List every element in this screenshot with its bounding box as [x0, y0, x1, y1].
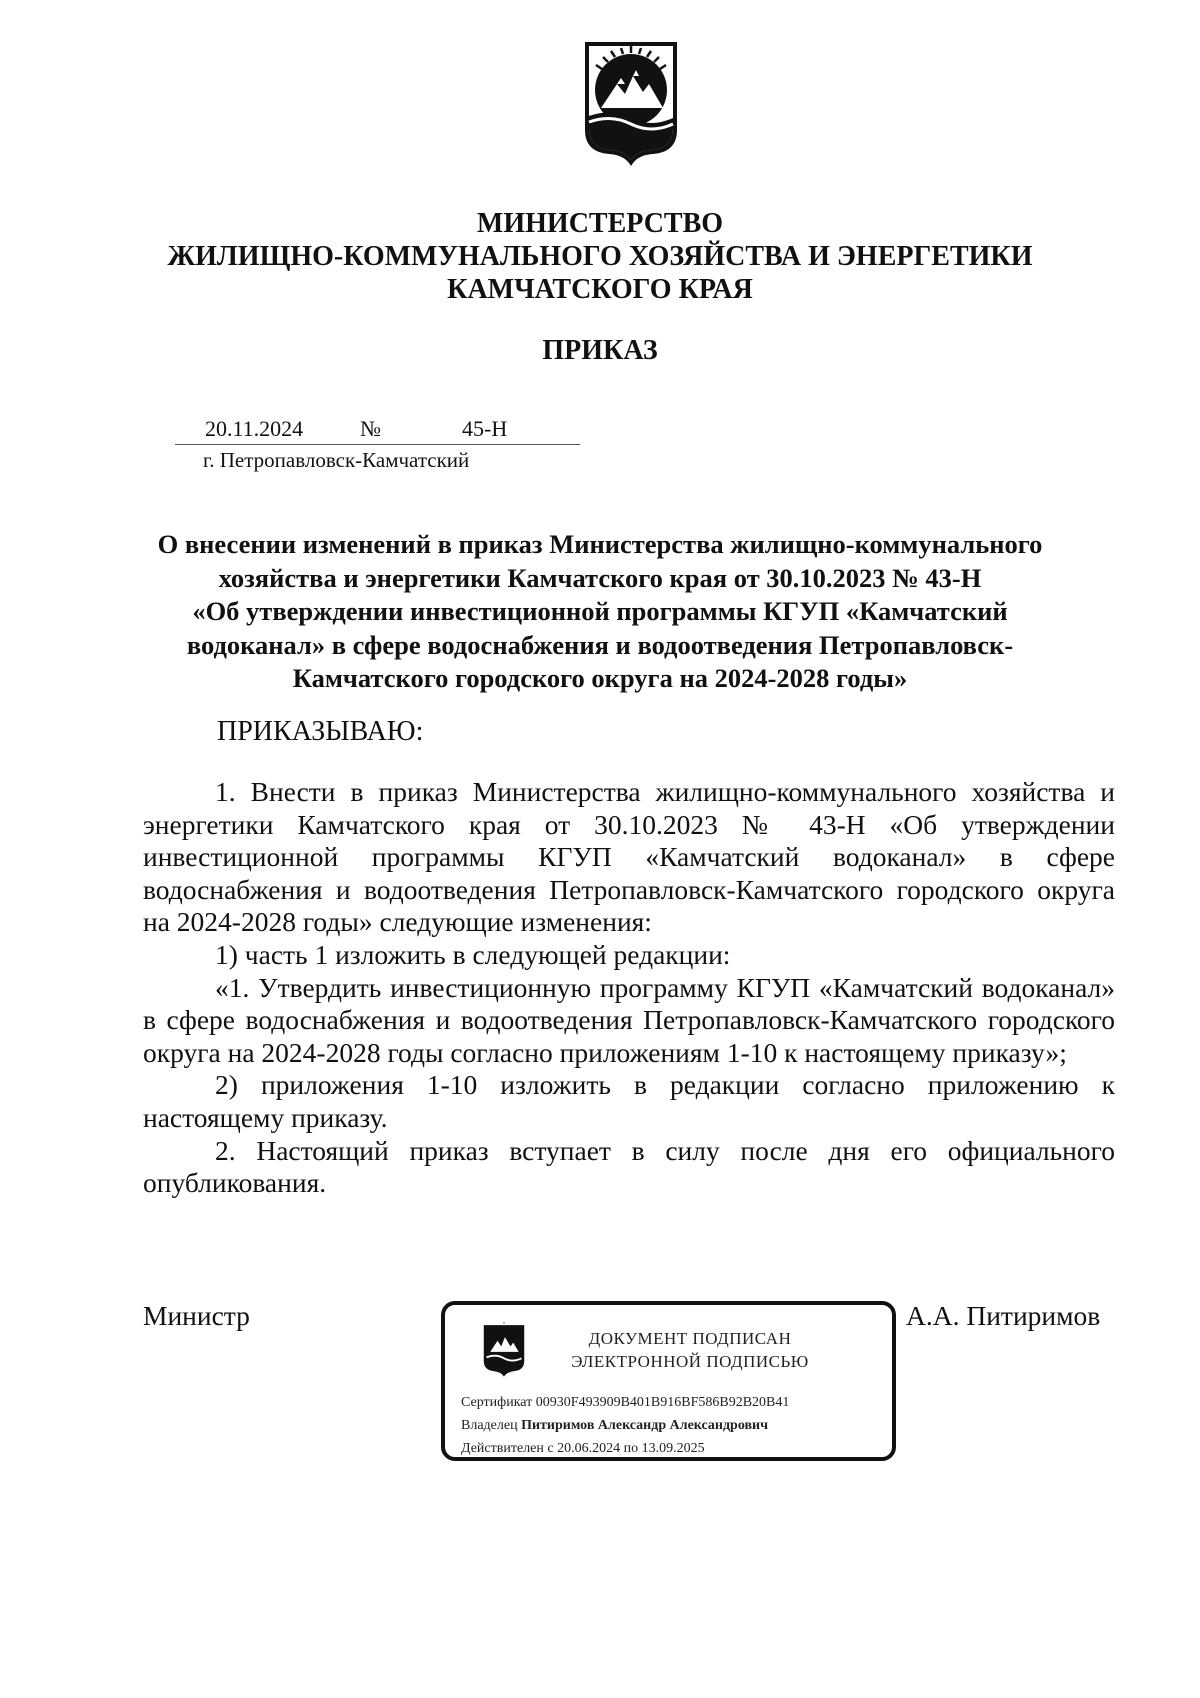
stamp-owner — [461, 1418, 768, 1434]
subject-line-2: хозяйства и энергетики Камчатского края от 30.10.2023 № 43-Н — [218, 562, 982, 593]
coat-of-arms-icon — [580, 38, 682, 168]
subject-line-3: «Об утверждении инвестиционной программы КГУП «Камчатский — [192, 596, 1008, 626]
electronic-signature-stamp — [441, 1301, 896, 1461]
order-subject — [140, 528, 1060, 696]
stamp-title-line-1: ДОКУМЕНТ ПОДПИСАН — [588, 1329, 792, 1348]
order-body — [143, 776, 1115, 1200]
owner-label: Владелец — [461, 1418, 518, 1433]
stamp-title — [545, 1327, 835, 1373]
stamp-validity — [461, 1441, 705, 1457]
ministry-line-1: МИНИСТЕРСТВО — [476, 208, 724, 239]
body-paragraph-2: 1) часть 1 изложить в следующей редакции: — [215, 938, 731, 970]
body-paragraph-3: «1. Утвердить инвестиционную программу КГУП «Камчатский водоканал» в сфере водоснабжения и водоотведения Петропавловск-Камчатского городского округа на 2024-2028 годы согласно приложениям 1-10 к настоящему приказу»; — [143, 971, 1115, 1068]
owner-value: Питиримов Александр Александрович — [521, 1418, 768, 1433]
valid-to-label: по — [623, 1441, 639, 1456]
ministry-name — [0, 207, 1200, 306]
valid-label: Действителен с — [461, 1441, 554, 1456]
signer-position: Министр — [143, 1300, 250, 1331]
subject-line-1: О внесении изменений в приказ Министерства жилищно-коммунального — [157, 529, 1043, 559]
stamp-title-line-2: ЭЛЕКТРОННОЙ ПОДПИСЬЮ — [571, 1352, 809, 1371]
order-number: 45-Н — [462, 416, 508, 441]
order-word: ПРИКАЗЫВАЮ: — [217, 716, 424, 747]
cert-value: 00930F493909B401B916BF586B92B20B41 — [535, 1395, 790, 1410]
body-paragraph-4: 2) приложения 1-10 изложить в редакции согласно приложению к настоящему приказу. — [143, 1069, 1115, 1133]
stamp-emblem-icon — [481, 1321, 527, 1379]
body-paragraph-5: 2. Настоящий приказ вступает в силу после дня его официального опубликования. — [143, 1134, 1115, 1199]
cert-label: Сертификат — [461, 1395, 533, 1410]
number-sign: № — [360, 416, 381, 441]
signer-name: А.А. Питиримов — [906, 1300, 1101, 1331]
subject-line-5: Камчатского городского округа на 2024-2028 годы» — [292, 663, 908, 693]
city: г. Петропавловск-Камчатский — [203, 448, 470, 472]
ministry-line-2: ЖИЛИЩНО-КОММУНАЛЬНОГО ХОЗЯЙСТВА И ЭНЕРГЕТИКИ — [167, 241, 1033, 272]
valid-from: 20.06.2024 — [557, 1441, 621, 1456]
ministry-line-3: КАМЧАТСКОГО КРАЯ — [447, 274, 753, 305]
order-date: 20.11.2024 — [205, 416, 304, 441]
stamp-certificate — [461, 1395, 789, 1411]
valid-to: 13.09.2025 — [641, 1441, 705, 1456]
body-paragraph-1: 1. Внести в приказ Министерства жилищно-коммунального хозяйства и энергетики Камчатского края от 30.10.2023 № 43-Н «Об утверждении инвестиционной программы КГУП «Камчатский водоканал» в сфере водоснабжения и водоотведения Петропавловск-Камчатского городского округа на 2024-2028 годы» следующие изменения: — [143, 776, 1115, 938]
doc-type-title: ПРИКАЗ — [542, 335, 658, 366]
subject-line-4: водоканал» в сфере водоснабжения и водоотведения Петропавловск- — [186, 629, 1014, 660]
date-number-line — [175, 414, 580, 445]
